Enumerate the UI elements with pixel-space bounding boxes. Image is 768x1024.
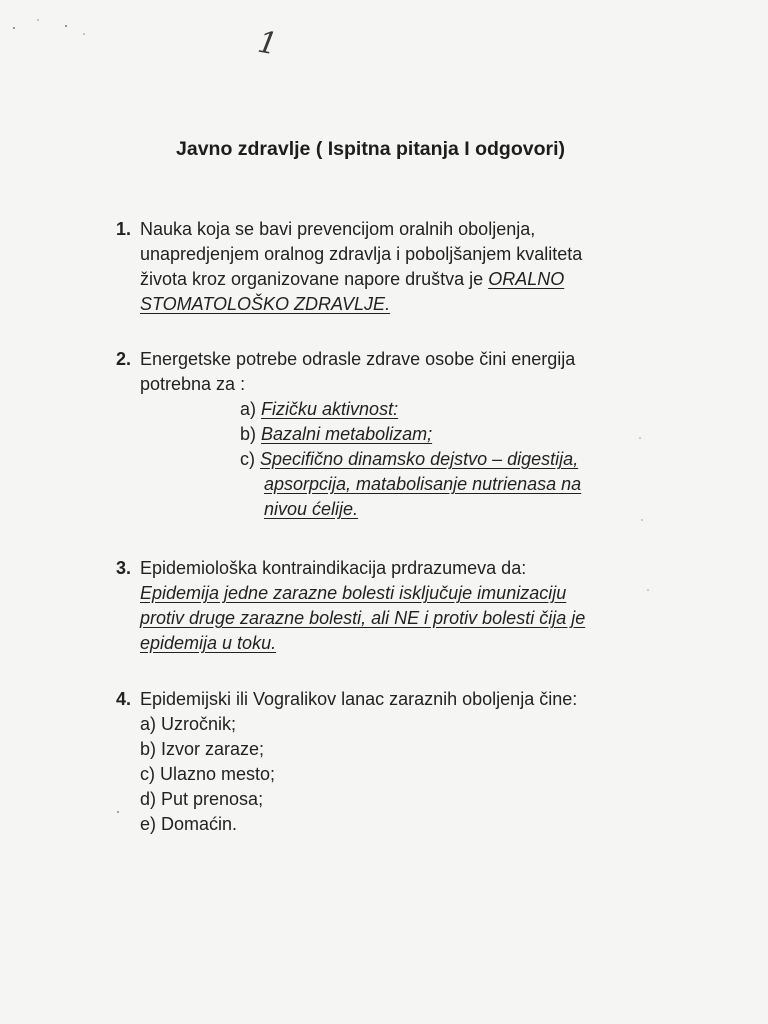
list-item: b) Izvor zaraze; — [140, 739, 265, 759]
page-number-mark: 1 — [255, 24, 280, 63]
question-2 — [116, 347, 676, 522]
answer-text: Bazalni metabolizam; — [261, 424, 433, 444]
answer-text: Fizičku aktivnost: — [261, 399, 399, 419]
question-body — [140, 556, 676, 656]
question-number: 1. — [116, 219, 132, 239]
question-line: Energetske potrebe odrasle zdrave osobe čini energija — [140, 349, 576, 369]
question-line: unapredjenjem oralnog zdravlja i poboljšanjem kvaliteta — [140, 244, 583, 264]
answer-line: nivou ćelije. — [264, 499, 359, 519]
option-a — [140, 397, 676, 422]
answer-line: protiv druge zarazne bolesti, ali NE i protiv bolesti čija je — [140, 608, 586, 628]
option-c — [140, 447, 676, 472]
option-letter: b) — [240, 424, 257, 444]
answer-text: ORALNO — [488, 269, 565, 289]
answer-line: apsorpcija, matabolisanje nutrienasa na — [264, 474, 582, 494]
document-title: Javno zdravlje ( Ispitna pitanja I odgovori) — [176, 138, 565, 160]
question-line: Epidemijski ili Vogralikov lanac zaraznih oboljenja čine: — [140, 689, 578, 709]
answer-line: STOMATOLOŠKO ZDRAVLJE. — [140, 294, 391, 314]
question-body — [140, 217, 676, 317]
list-item: d) Put prenosa; — [140, 789, 264, 809]
question-line: Nauka koja se bavi prevencijom oralnih oboljenja, — [140, 219, 536, 239]
list-item: e) Domaćin. — [140, 814, 238, 834]
answer-line: epidemija u toku. — [140, 633, 277, 653]
question-line — [140, 267, 676, 292]
question-line-text: života kroz organizovane napore društva je — [140, 269, 489, 289]
option-b — [140, 422, 676, 447]
question-body — [140, 347, 676, 522]
question-line: Epidemiološka kontraindikacija prdrazumeva da: — [140, 558, 527, 578]
question-3 — [116, 556, 676, 656]
question-body — [140, 687, 676, 837]
question-number: 3. — [116, 558, 132, 578]
option-letter: a) — [240, 399, 257, 419]
list-item: c) Ulazno mesto; — [140, 764, 276, 784]
question-number: 4. — [116, 689, 132, 709]
question-4 — [116, 687, 676, 837]
list-item: a) Uzročnik; — [140, 714, 237, 734]
question-line: potrebna za : — [140, 374, 246, 394]
question-number: 2. — [116, 349, 132, 369]
answer-line: Epidemija jedne zarazne bolesti isključuje imunizaciju — [140, 583, 567, 603]
question-1 — [116, 217, 676, 317]
answer-text: Specifično dinamsko dejstvo – digestija, — [260, 449, 579, 469]
option-letter: c) — [240, 449, 255, 469]
